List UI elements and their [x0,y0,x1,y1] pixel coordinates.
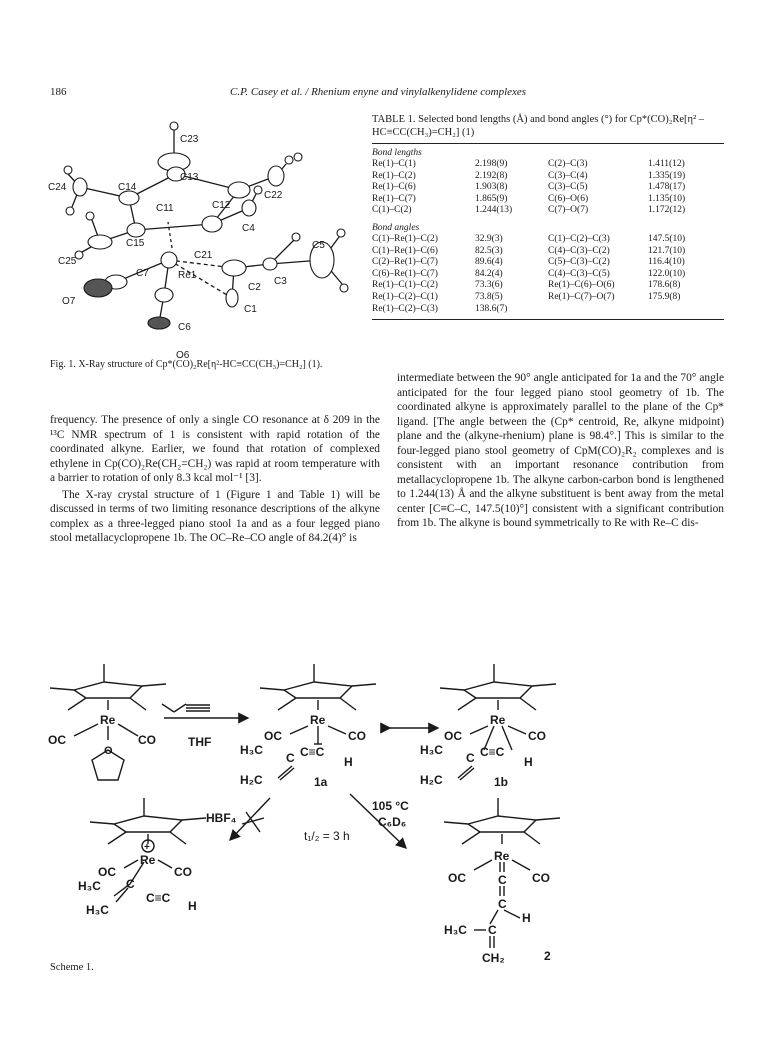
atom-label: C4 [242,223,255,234]
paragraph: The X-ray crystal structure of 1 (Figure 1 and Table 1) will be discussed in terms of two limiting resonance descriptions of the alkyne complex as a three-legged piano stool 1a and as a four legged piano stool metallacyclopropene 1b. The OC–Re–CO angle of 84.2(4)° is [50,488,380,544]
scheme-h3c: H₃C [240,743,263,757]
scheme-oc: OC [264,729,282,743]
table-cell: Re(1)–C(7)–O(7) [548,291,615,302]
scheme-co: CO [348,729,366,743]
scheme-ch2: CH₂ [482,951,505,965]
table-cell: C(1)–C(2) [372,205,412,216]
table-cell: Re(1)–C(2)–C(1) [372,291,438,302]
scheme-re: Re [494,849,510,863]
scheme-c: C [488,923,497,937]
scheme-co: CO [532,871,550,885]
figure-1-caption: Fig. 1. X-Ray structure of Cp*(CO)₂Re[η²-HC≡CC(CH₃)=CH₂] (1). [50,359,323,370]
label-2: 2 [544,949,551,963]
paragraph: frequency. The presence of only a single CO resonance at δ 209 in the ¹³C NMR spectrum of 1 is consistent with rapid rotation of the coordinated alkyne. Earlier, we found that rotation of complexed ethylene in Cp(CO)₂Re(CH₂=CH₂) was rapid at room temperature with a barrier to rotation of only 8.3 kcal mol⁻¹ [3]. [50,414,380,484]
table-cell: C(1)–C(2)–C(3) [548,233,610,244]
scheme-h2c: H₂C [240,773,263,787]
atom-label: C15 [126,238,145,249]
scheme-h2c: H₂C [420,773,443,787]
table-cell: 1.244(13) [475,205,513,216]
table-cell: C(4)–C(3)–C(5) [548,268,610,279]
table-cell: C(5)–C(3)–C(2) [548,257,610,268]
table-cell: 89.6(4) [475,257,503,268]
table-row [372,182,724,194]
scheme-thf: THF [188,735,212,749]
table-cell: 1.865(9) [475,193,508,204]
atom-label: C5 [312,240,325,251]
scheme-c: C [126,877,135,891]
table-cell: Re(1)–C(2) [372,170,416,181]
table-cell: 138.6(7) [475,303,508,314]
scheme-co: CO [528,729,546,743]
scheme-c: C [466,751,475,765]
scheme-h3c: H₃C [78,879,101,893]
table-cell: Re(1)–C(7) [372,193,416,204]
table-cell: 2.198(9) [475,159,508,169]
table-caption: TABLE 1. Selected bond lengths (Å) and bond angles (°) for Cp*(CO)₂Re[η² – HC≡CC(CH₃)=CH₂] (1) [372,114,705,138]
table-cell: C(6)–O(6) [548,193,589,204]
scheme-1-label: Scheme 1. [50,962,94,973]
table-row [372,269,724,281]
atom-label: C12 [212,200,231,211]
table-cell: 178.6(8) [648,280,681,291]
table-row [372,171,724,183]
table-cell: 116.4(10) [648,257,685,268]
table-cell: 1.172(12) [648,205,686,216]
atom-label: C6 [178,322,191,333]
bond-angles-table [372,234,724,315]
scheme-alkyne: C≡C [480,745,505,759]
table-cell: C(3)–C(5) [548,182,588,193]
scheme-solvent: C₆D₆ [378,815,407,829]
scheme-alkyne: C≡C [146,891,171,905]
table-cell: 1.411(12) [648,159,685,169]
bond-angles-heading: Bond angles [372,222,420,233]
table-cell [648,304,724,316]
scheme-h: H [344,755,353,769]
table-top-rule [372,143,724,144]
scheme-oc: OC [98,865,116,879]
bond-lengths-heading: Bond lengths [372,148,422,158]
table-row [372,280,724,292]
table-row [372,257,724,269]
table-cell: Re(1)–C(6) [372,182,416,193]
scheme-re: Re [100,713,116,727]
table-cell: 73.3(6) [475,280,503,291]
table-row [372,194,724,206]
atom-label: O7 [62,296,76,307]
table-cell: C(7)–O(7) [548,205,589,216]
atom-label: C14 [118,182,137,193]
table-cell: 2.192(8) [475,170,508,181]
label-1a: 1a [314,775,328,789]
atom-label: C21 [194,250,213,261]
scheme-text [48,713,551,965]
table-cell: 1.478(17) [648,182,686,193]
table-cell: C(4)–C(3)–C(2) [548,245,610,256]
scheme-c: C [286,751,295,765]
atom-label: C22 [264,190,283,201]
scheme-temp: 105 °C [372,799,409,813]
table-cell: C(1)–Re(1)–C(6) [372,245,438,256]
atom-label: C1 [244,304,257,315]
scheme-h: H [522,911,531,925]
atom-label: C25 [58,256,77,267]
reaction-scheme [34,640,734,980]
table-cell: 73.8(5) [475,291,503,302]
atom-label: C23 [180,134,199,145]
table-cell: C(2)–C(3) [548,159,588,169]
table-cell: C(6)–Re(1)–C(7) [372,268,438,279]
table-cell: 175.9(8) [648,291,681,302]
table-cell: 1.135(10) [648,193,686,204]
table-cell: 32.9(3) [475,233,503,244]
table-cell: Re(1)–C(1)–C(2) [372,280,438,291]
bond-lengths-table [372,159,724,217]
table-row [372,205,724,217]
table-row [372,246,724,258]
table-cell: 122.0(10) [648,268,686,279]
body-column-left [50,413,380,546]
running-title: C.P. Casey et al. / Rhenium enyne and vinylalkenylidene complexes [230,86,527,98]
table-row [372,234,724,246]
table-cell: Re(1)–C(6)–O(6) [548,280,615,291]
scheme-oc: OC [448,871,466,885]
scheme-hbf4: HBF₄ [206,811,237,825]
scheme-alkyne: C≡C [300,745,325,759]
table-cell [548,304,648,316]
table-cell: 82.5(3) [475,245,503,256]
scheme-o: O [104,745,113,757]
table-1 [372,113,724,320]
table-row [372,304,724,316]
scheme-plus: + [144,842,150,853]
scheme-h3c: H₃C [86,903,109,917]
table-cell: Re(1)–C(1) [372,159,416,169]
atom-label: C2 [248,282,261,293]
atom-label: C7 [136,268,149,279]
scheme-oc: OC [444,729,462,743]
running-header [50,86,722,102]
scheme-h: H [188,899,197,913]
paragraph: intermediate between the 90° angle anticipated for 1a and the 70° angle anticipated for the four legged piano stool geometry of 1b. The coordinated alkyne is approximately parallel to the plane of the Cp* ligand. [The angle between the (Cp* centroid, Re, alkyne midpoint) plane and the (alkyne-rhenium) plane is 98.4°.] This is similar to the four-legged piano stool geometry of CpM(CO)₂R₂ complexes and is consistent with an important resonance contribution from metallacyclopropene 1b. The alkyne carbon-carbon bond is lengthened to 1.244(13) Å and the alkyne substituent is bent away from the metal center [C≡C–C, 147.5(10)°] consistent with a significant contribution from 1b. The alkyne is bound symmetrically to Re with Re–C dis- [397,372,724,529]
table-bottom-rule [372,319,724,320]
table-cell: C(3)–C(4) [548,170,588,181]
table-cell: 84.2(4) [475,268,503,279]
page-number: 186 [50,86,67,98]
atom-label: C13 [180,172,199,183]
scheme-h: H [524,755,533,769]
atom-label: C11 [156,203,174,214]
table-cell: Re(1)–C(2)–C(3) [372,303,438,314]
scheme-1 [34,640,734,980]
table-cell: C(1)–Re(1)–C(2) [372,233,438,244]
table-row [372,292,724,304]
scheme-co: CO [138,733,156,747]
scheme-oc: OC [48,733,66,747]
scheme-h3c: H₃C [420,743,443,757]
atom-label: C3 [274,276,287,287]
figure-1-xray-structure [34,112,380,362]
scheme-halflife: t₁/₂ = 3 h [304,829,350,843]
table-cell: 1.903(8) [475,182,508,193]
atom-label: C24 [48,182,67,193]
table-row [372,159,724,171]
table-cell: 147.5(10) [648,233,686,244]
table-cell: 1.335(19) [648,170,686,181]
scheme-re: Re [490,713,506,727]
atom-label: Re1 [178,270,197,281]
scheme-re: Re [310,713,326,727]
body-column-right [397,371,724,531]
scheme-h3c: H₃C [444,923,467,937]
scheme-c: C [498,873,507,887]
table-cell: 121.7(10) [648,245,686,256]
scheme-re: Re [140,853,156,867]
scheme-c: C [498,897,507,911]
atom-label: O6 [176,350,190,361]
ortep-drawing [34,112,380,362]
table-cell: C(2)–Re(1)–C(7) [372,257,438,268]
scheme-co: CO [174,865,192,879]
label-1b: 1b [494,775,509,789]
